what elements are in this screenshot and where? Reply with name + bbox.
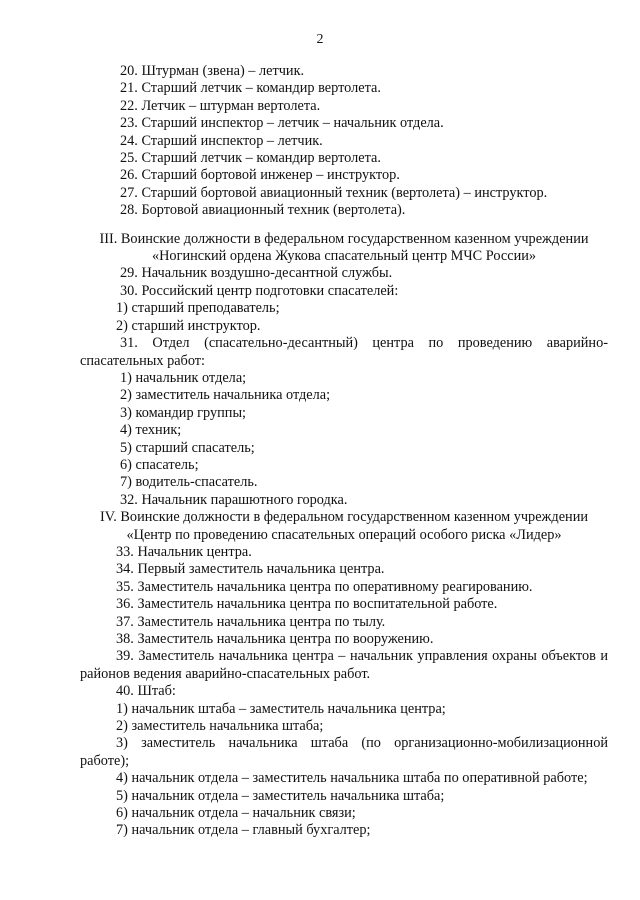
list-item: 3) заместитель начальника штаба (по организационно-мобилизационной работе); <box>80 735 608 769</box>
list-item-31: 31. Отдел (спасательно-десантный) центра по проведению аварийно-спасательных работ: <box>80 335 608 369</box>
list-item: 4) техник; <box>120 422 182 439</box>
list-item: 6) начальник отдела – начальник связи; <box>116 805 356 822</box>
list-item: 2) заместитель начальника отдела; <box>120 387 331 404</box>
section-3 <box>80 231 608 510</box>
document-body <box>80 63 608 840</box>
list-item: 20. Штурман (звена) – летчик. <box>120 63 305 79</box>
list-item: 25. Старший летчик – командир вертолета. <box>120 150 381 167</box>
list-item-40: 40. Штаб: <box>116 683 176 700</box>
list-item: 7) начальник отдела – главный бухгалтер; <box>116 822 371 839</box>
list-item: 37. Заместитель начальника центра по тылу. <box>116 613 386 630</box>
list-item-32: 32. Начальник парашютного городка. <box>120 491 348 508</box>
list-item: 34. Первый заместитель начальника центра. <box>116 561 385 578</box>
list-item: 5) старший спасатель; <box>120 439 255 456</box>
list-item: 22. Летчик – штурман вертолета. <box>120 97 321 114</box>
section-4-heading-line2: «Центр по проведению спасательных операций особого риска «Лидер» <box>126 526 562 543</box>
list-item: 6) спасатель; <box>120 456 199 473</box>
list-item: 24. Старший инспектор – летчик. <box>120 132 323 149</box>
list-item: 4) начальник отдела – заместитель начальника штаба по оперативной работе; <box>116 770 588 787</box>
list-item: 30. Российский центр подготовки спасателей: <box>120 282 399 299</box>
list-item: 2) старший инструктор. <box>116 317 261 334</box>
list-item-39: 39. Заместитель начальника центра – начальник управления охраны объектов и районов ведения аварийно-спасательных работ. <box>80 648 608 682</box>
section-3-heading-line2: «Ногинский ордена Жукова спасательный центр МЧС России» <box>151 248 537 265</box>
list-item: 2) заместитель начальника штаба; <box>116 718 324 735</box>
list-item: 29. Начальник воздушно-десантной службы. <box>120 265 393 282</box>
page-number: 2 <box>316 32 324 47</box>
list-item: 35. Заместитель начальника центра по оперативному реагированию. <box>116 578 533 595</box>
list-item: 3) командир группы; <box>120 404 247 421</box>
list-item: 28. Бортовой авиационный техник (вертолета). <box>120 202 406 219</box>
list-item: 23. Старший инспектор – летчик – начальник отдела. <box>120 115 444 132</box>
list-item: 26. Старший бортовой инженер – инструктор. <box>120 167 400 184</box>
list-item: 33. Начальник центра. <box>116 543 252 560</box>
list-item: 1) начальник отдела; <box>120 369 247 386</box>
section-3-heading-line1: III. Воинские должности в федеральном государственном казенном учреждении <box>99 230 589 247</box>
list-item: 1) старший преподаватель; <box>116 300 280 317</box>
list-item: 38. Заместитель начальника центра по вооружению. <box>116 631 434 647</box>
list-item: 21. Старший летчик – командир вертолета. <box>120 80 381 97</box>
positions-list-20-28 <box>80 63 608 220</box>
list-item: 1) начальник штаба – заместитель начальника центра; <box>116 700 446 717</box>
section-4 <box>80 509 608 840</box>
list-item: 7) водитель-спасатель. <box>120 474 258 491</box>
section-4-heading-line1: IV. Воинские должности в федеральном государственном казенном учреждении <box>100 509 588 526</box>
list-item: 27. Старший бортовой авиационный техник (вертолета) – инструктор. <box>120 184 548 201</box>
list-item: 36. Заместитель начальника центра по воспитательной работе. <box>116 596 498 613</box>
list-item: 5) начальник отдела – заместитель начальника штаба; <box>116 787 445 804</box>
